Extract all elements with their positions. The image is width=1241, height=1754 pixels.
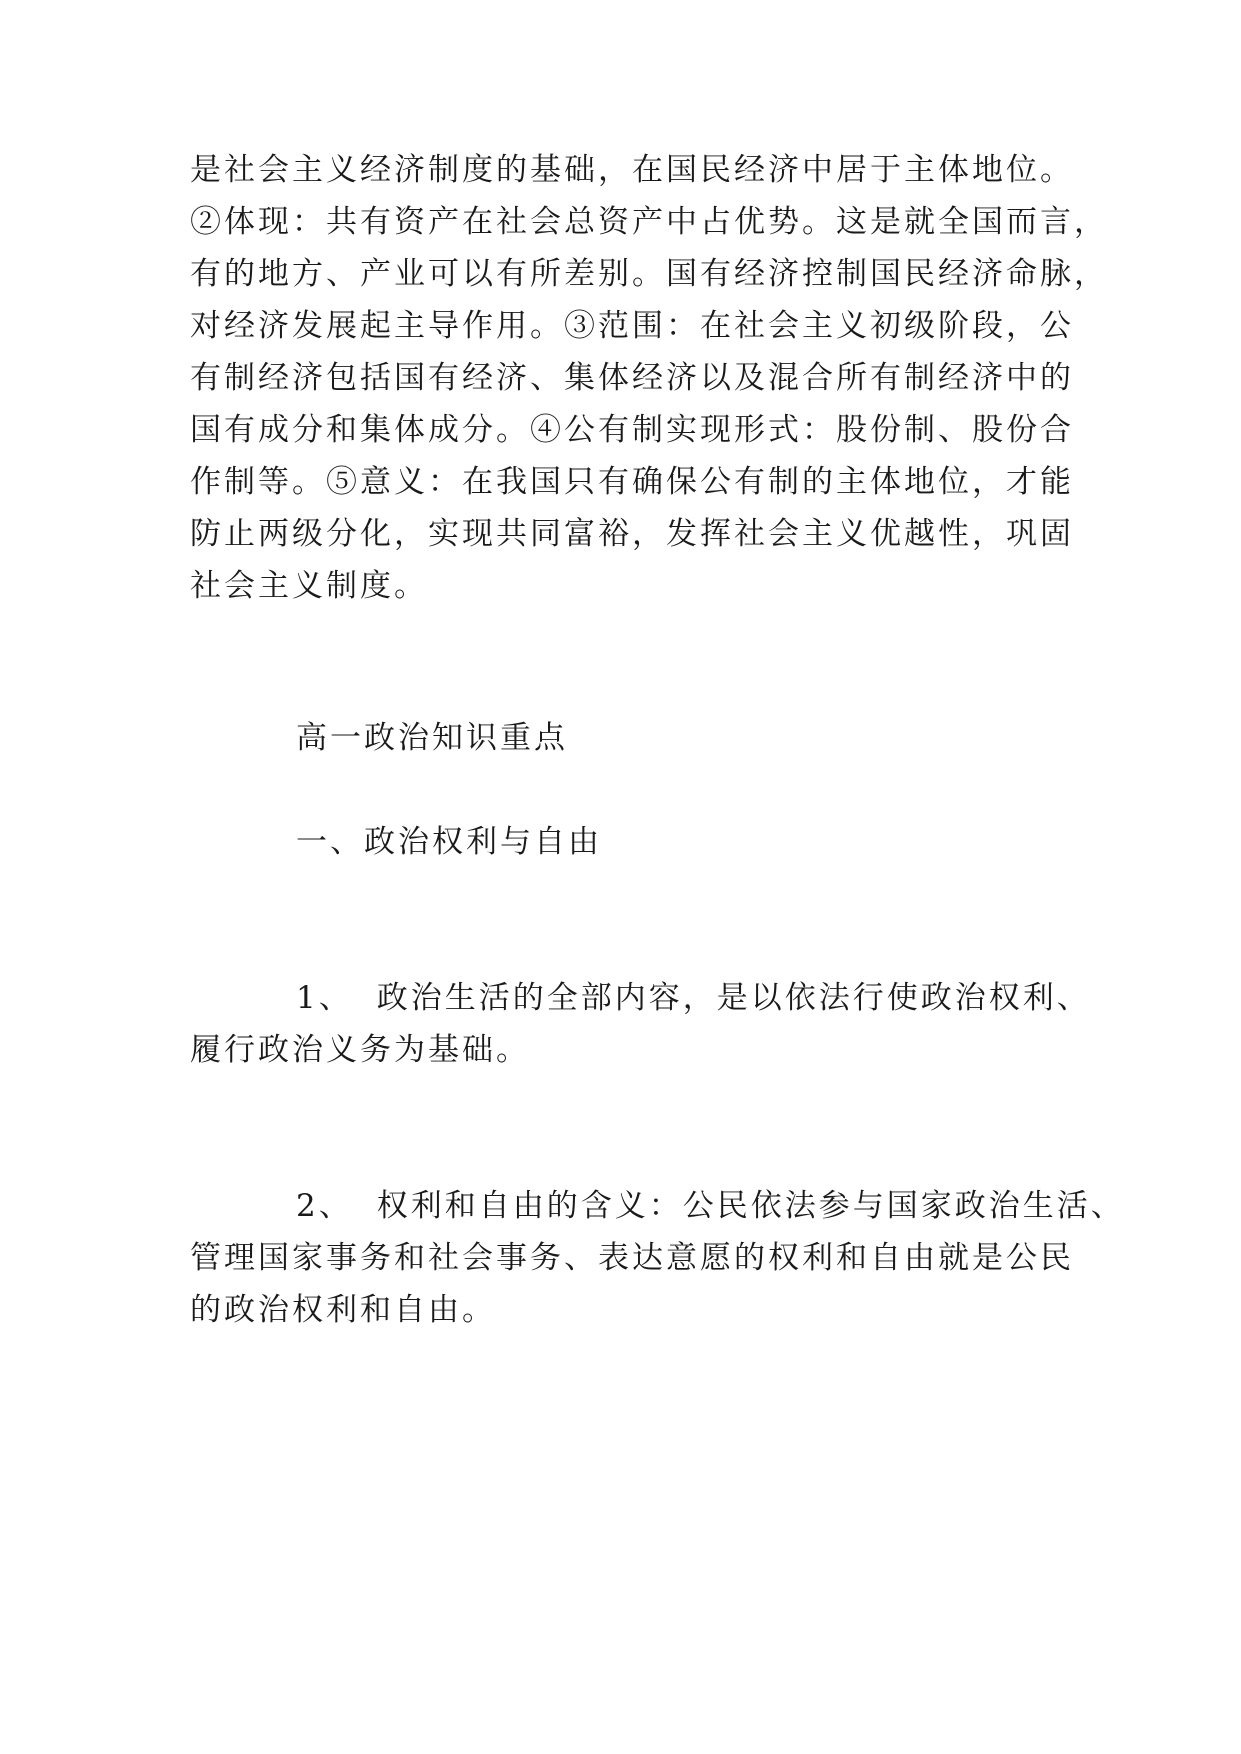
- section-title: 一、政治权利与自由: [296, 824, 602, 860]
- body-text-line: 国有成分和集体成分。④公有制实现形式：股份制、股份合: [190, 412, 1074, 448]
- body-text-line: 防止两级分化，实现共同富裕，发挥社会主义优越性，巩固: [190, 516, 1074, 552]
- body-text-line: 有的地方、产业可以有所差别。国有经济控制国民经济命脉，: [190, 256, 1108, 292]
- list-item-text: 权利和自由的含义：公民依法参与国家政治生活、: [376, 1188, 1125, 1224]
- list-item-text: 政治生活的全部内容，是以依法行使政治权利、: [376, 980, 1091, 1016]
- list-item-continuation: 管理国家事务和社会事务、表达意愿的权利和自由就是公民: [190, 1240, 1074, 1276]
- body-text-line: 作制等。⑤意义：在我国只有确保公有制的主体地位，才能: [190, 464, 1074, 500]
- section-heading: 高一政治知识重点: [296, 720, 568, 756]
- body-text-line: ②体现：共有资产在社会总资产中占优势。这是就全国而言，: [190, 204, 1108, 240]
- body-text-line: 有制经济包括国有经济、集体经济以及混合所有制经济中的: [190, 360, 1074, 396]
- body-text-line: 社会主义制度。: [190, 568, 428, 604]
- list-item-number: 1、: [296, 980, 353, 1016]
- list-item-continuation: 履行政治义务为基础。: [190, 1032, 530, 1068]
- list-item-continuation: 的政治权利和自由。: [190, 1292, 496, 1328]
- body-text-line: 对经济发展起主导作用。③范围：在社会主义初级阶段，公: [190, 308, 1074, 344]
- list-item-first-line: [296, 1186, 1176, 1226]
- list-item-first-line: [296, 978, 1176, 1018]
- list-item-number: 2、: [296, 1188, 353, 1224]
- body-text-line: 是社会主义经济制度的基础，在国民经济中居于主体地位。: [190, 152, 1074, 188]
